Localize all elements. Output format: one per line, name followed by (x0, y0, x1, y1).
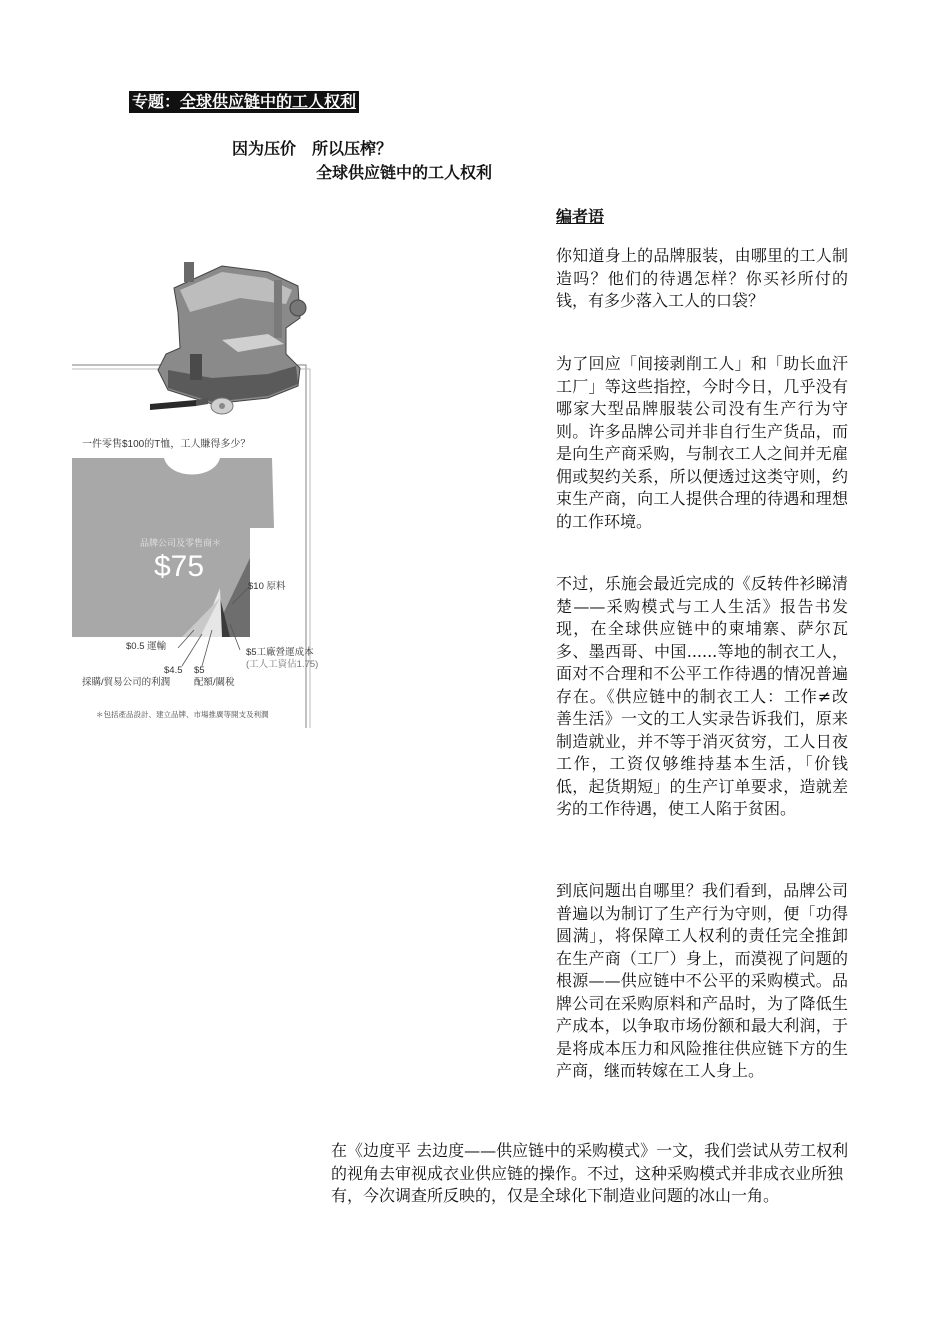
transport-label: $0.5 運輸 (126, 641, 167, 652)
worker-wage-label: (工人工資佔1.75) (246, 659, 319, 670)
page-title-line1: 因为压价 所以压榨？ (232, 139, 393, 158)
tshirt-cost-figure (72, 258, 322, 728)
quota-tax-value: $5 (194, 665, 205, 676)
quota-tax-label: 配額/關稅 (194, 677, 235, 688)
brand-retailer-value: $75 (154, 550, 205, 583)
factory-cost-label: $5工廠營運成本 (246, 647, 314, 658)
raw-material-label: $10 原料 (248, 581, 286, 592)
topic-tag-prefix: 专题： (132, 92, 181, 111)
page-title-line2: 全球供应链中的工人权利 (316, 163, 493, 182)
topic-tag (129, 91, 359, 113)
figure-footnote: ＊包括產品設計、建立品牌、市場推廣等開支及利潤 (96, 710, 269, 719)
editor-paragraph-2: 为了回应「间接剥削工人」和「助长血汗工厂」等这些指控，今时今日，几乎没有哪家大型品牌服装公司没有生产行为守则。许多品牌公司并非自行生产货品，而是向生产商采购，与制衣工人之间并无雇佣或契约关系，所以便透过这类守则，约束生产商，向工人提供合理的待遇和理想的工作环境。 (556, 354, 848, 531)
trade-profit-value: $4.5 (164, 665, 183, 676)
editor-paragraph-1: 你知道身上的品牌服装，由哪里的工人制造吗？他们的待遇怎样？你买衫所付的钱，有多少落入工人的口袋？ (556, 246, 848, 310)
editor-paragraph-3: 不过，乐施会最近完成的《反转件衫睇清楚——采购模式与工人生活》报告书发现，在全球供应链中的柬埔寨、萨尔瓦多、墨西哥、中国......等地的制衣工人，面对不合理和不公平工作待遇的情况普遍存在。《供应链中的制衣工人：工作≠改善生活》一文的工人实录告诉我们，原来制造就业，并不等于消灭贫穷，工人日夜工作，工资仅够维持基本生活，「价钱低，起货期短」的生产订单要求，造就差劣的工作待遇，使工人陷于贫困。 (556, 574, 848, 818)
trade-profit-label: 採購/貿易公司的利潤 (82, 677, 171, 688)
closing-paragraph: 在《边度平 去边度——供应链中的采购模式》一文，我们尝试从劳工权利的视角去审视成衣业供应链的操作。不过，这种采购模式并非成衣业所独有，今次调查所反映的，仅是全球化下制造业问题的冰山一角。 (331, 1141, 849, 1205)
topic-tag-title: 全球供应链中的工人权利 (180, 92, 357, 111)
editor-heading: 编者语 (556, 207, 605, 226)
figure-question: 一件零售$100的T恤，工人賺得多少？ (82, 439, 251, 450)
sewing-machine-image (150, 262, 306, 414)
editor-paragraph-4: 到底问题出自哪里？我们看到，品牌公司普遍以为制订了生产行为守则，便「功得圆满」，将保障工人权利的责任完全推卸在生产商（工厂）身上，而漠视了问题的根源——供应链中不公平的采购模式。品牌公司在采购原料和产品时，为了降低生产成本，以争取市场份额和最大利润，于是将成本压力和风险推往供应链下方的生产商，继而转嫁在工人身上。 (556, 881, 848, 1080)
brand-retailer-label: 品牌公司及零售商＊ (140, 538, 222, 548)
